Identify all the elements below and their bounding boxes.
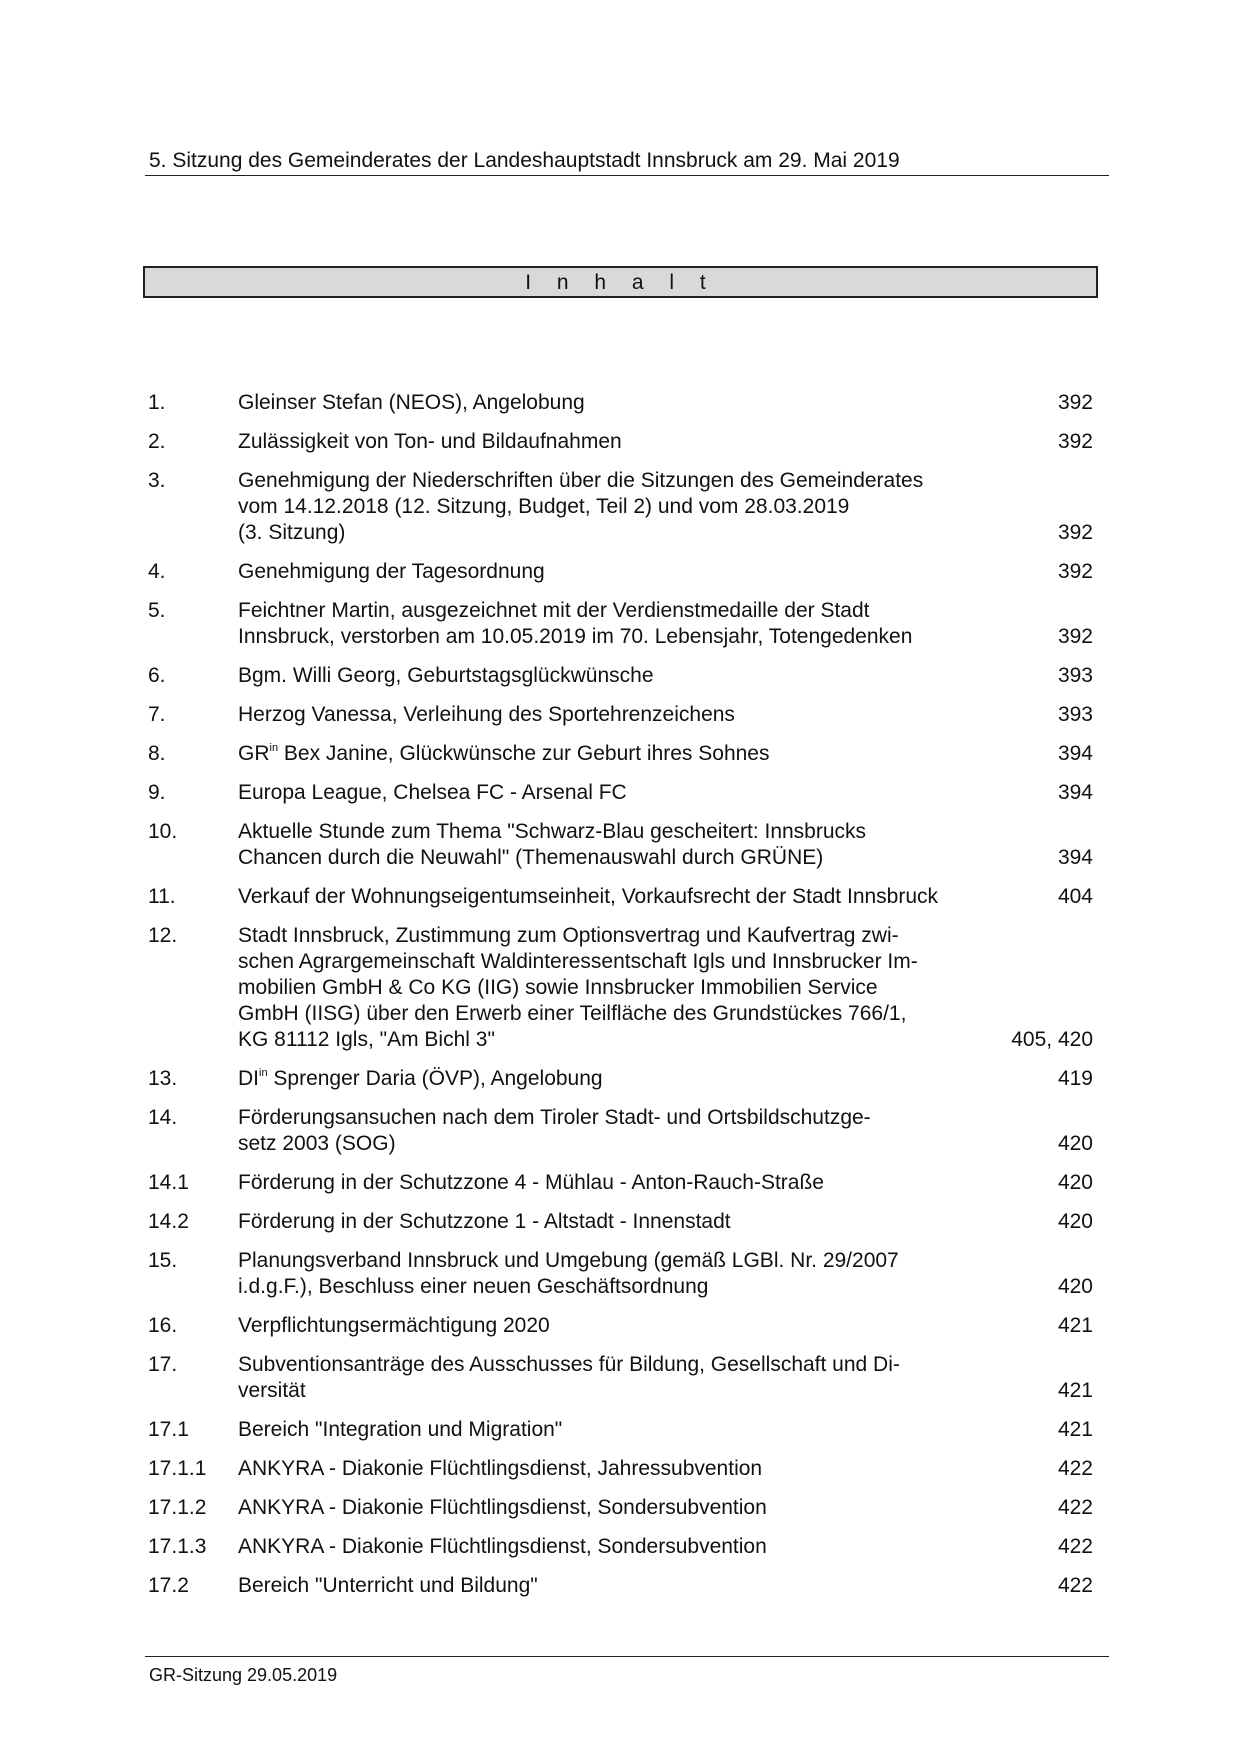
toc-entry-title-line: Innsbruck, verstorben am 10.05.2019 im 70. Lebensjahr, Totengedenken [238, 625, 913, 648]
page-header [145, 148, 1109, 176]
toc-entry-page: 404 [1057, 885, 1093, 908]
toc-entry-title [238, 1534, 1003, 1560]
toc-entry-title-superscript: in [269, 742, 279, 754]
toc-entry [148, 1417, 1093, 1443]
toc-entry [148, 1534, 1093, 1560]
toc-entry-page: 422 [1057, 1574, 1093, 1597]
page-footer [145, 1656, 1109, 1686]
toc-entry-number: 7. [148, 703, 166, 726]
toc-entry-title-line: Aktuelle Stunde zum Thema "Schwarz-Blau gescheitert: Innsbrucks [238, 820, 867, 843]
toc-entry-page: 393 [1057, 664, 1093, 687]
toc-entry-title [238, 1105, 1003, 1157]
toc-entry-title-line: Förderung in der Schutzzone 1 - Altstadt - Innenstadt [238, 1210, 731, 1233]
toc-entry-title-line: Planungsverband Innsbruck und Umgebung (gemäß LGBl. Nr. 29/2007 [238, 1249, 899, 1272]
toc-entry-page: 419 [1057, 1067, 1093, 1090]
toc-entry-title-line: Chancen durch die Neuwahl" (Themenauswahl durch GRÜNE) [238, 846, 824, 869]
toc-entry-title-line: mobilien GmbH & Co KG (IIG) sowie Innsbrucker Immobilien Service [238, 976, 878, 999]
toc-entry [148, 780, 1093, 806]
toc-entry-title [238, 1170, 1003, 1196]
toc-entry [148, 1573, 1093, 1599]
toc-entry-title-line: Europa League, Chelsea FC - Arsenal FC [238, 781, 627, 804]
toc-entry-number: 14.1 [148, 1171, 189, 1194]
toc-entry-title-line: Förderungsansuchen nach dem Tiroler Stadt- und Ortsbildschutzge- [238, 1106, 871, 1129]
toc-entry-number: 17.1.2 [148, 1496, 207, 1519]
toc-entry [148, 598, 1093, 650]
toc-entry [148, 1495, 1093, 1521]
toc-entry-title-line: Zulässigkeit von Ton- und Bildaufnahmen [238, 430, 622, 453]
toc-entry-title-line: vom 14.12.2018 (12. Sitzung, Budget, Teil 2) und vom 28.03.2019 [238, 495, 850, 518]
footer-text: GR-Sitzung 29.05.2019 [149, 1665, 338, 1685]
toc-entry-number: 5. [148, 599, 166, 622]
toc-entry-number: 10. [148, 820, 178, 843]
toc-entry-title [238, 1248, 1003, 1300]
contents-title-box [143, 266, 1098, 298]
toc-entry-title [238, 741, 1003, 767]
toc-entry-page: 394 [1057, 781, 1093, 804]
toc-entry-title [238, 1352, 1003, 1404]
toc-entry-number: 4. [148, 560, 166, 583]
toc-entry-page: 421 [1057, 1418, 1093, 1441]
toc-entry-title-line: ANKYRA - Diakonie Flüchtlingsdienst, Sondersubvention [238, 1535, 767, 1558]
toc-entry-page: 392 [1057, 625, 1093, 648]
toc-entry-number: 15. [148, 1249, 178, 1272]
toc-entry-number: 16. [148, 1314, 178, 1337]
toc-entry-title-line: Bereich "Integration und Migration" [238, 1418, 563, 1441]
toc-entry-title-line: schen Agrargemeinschaft Waldinteressentschaft Igls und Innsbrucker Im- [238, 950, 918, 973]
toc-entry [148, 1352, 1093, 1404]
toc-entry [148, 559, 1093, 585]
toc-entry-title-line: Bgm. Willi Georg, Geburtstagsglückwünsche [238, 664, 654, 687]
toc-entry [148, 1248, 1093, 1300]
toc-entry-title [238, 1313, 1003, 1339]
toc-entry-number: 17.1.3 [148, 1535, 207, 1558]
toc-entry-number: 3. [148, 469, 166, 492]
toc-entry-number: 17.1.1 [148, 1457, 207, 1480]
toc-entry-title [238, 390, 1003, 416]
toc-entry-title [238, 1066, 1003, 1092]
toc-entry [148, 429, 1093, 455]
toc-entry-title [238, 598, 1003, 650]
toc-entry-title [238, 702, 1003, 728]
toc-entry-title-line: setz 2003 (SOG) [238, 1132, 396, 1155]
toc-entry-page: 394 [1057, 846, 1093, 869]
toc-entry-title-line: Gleinser Stefan (NEOS), Angelobung [238, 391, 585, 414]
toc-entry-title [238, 923, 1003, 1053]
toc-entry-title [238, 1209, 1003, 1235]
toc-entry-page: 420 [1057, 1275, 1093, 1298]
toc-entry-number: 14.2 [148, 1210, 189, 1233]
toc-entry-title [238, 663, 1003, 689]
toc-entry-number: 8. [148, 742, 166, 765]
toc-entry-title-line: i.d.g.F.), Beschluss einer neuen Geschäftsordnung [238, 1275, 709, 1298]
toc-entry-page: 392 [1057, 391, 1093, 414]
toc-entry [148, 1105, 1093, 1157]
toc-entry [148, 819, 1093, 871]
toc-entry-title-prefix: GR [238, 742, 270, 765]
toc-entry-title-line: ANKYRA - Diakonie Flüchtlingsdienst, Sondersubvention [238, 1496, 767, 1519]
toc-entry-number: 14. [148, 1106, 178, 1129]
toc-entry [148, 1066, 1093, 1092]
toc-entry-title [238, 429, 1003, 455]
toc-entry-title-line: ANKYRA - Diakonie Flüchtlingsdienst, Jahressubvention [238, 1457, 763, 1480]
toc-entry [148, 390, 1093, 416]
toc-entry-page: 405, 420 [1011, 1028, 1093, 1051]
toc-entry [148, 1170, 1093, 1196]
toc-entry-title-line: GmbH (IISG) über den Erwerb einer Teilfläche des Grundstückes 766/1, [238, 1002, 907, 1025]
toc-entry-number: 9. [148, 781, 166, 804]
toc-entry [148, 468, 1093, 546]
toc-entry-title [238, 1417, 1003, 1443]
toc-entry-page: 421 [1057, 1379, 1093, 1402]
toc-entry-title-line: Stadt Innsbruck, Zustimmung zum Optionsvertrag und Kaufvertrag zwi- [238, 924, 899, 947]
toc-entry [148, 663, 1093, 689]
toc-entry-title-line: Förderung in der Schutzzone 4 - Mühlau - Anton-Rauch-Straße [238, 1171, 824, 1194]
toc-entry-title [238, 884, 1003, 910]
toc-entry-page: 420 [1057, 1132, 1093, 1155]
toc-entry-page: 392 [1057, 521, 1093, 544]
toc-entry-title [238, 559, 1003, 585]
toc-entry-title-line [238, 741, 1003, 767]
toc-entry-title-line: Herzog Vanessa, Verleihung des Sportehrenzeichens [238, 703, 735, 726]
toc-entry-number: 1. [148, 391, 166, 414]
toc-entry-title [238, 1495, 1003, 1521]
toc-entry-number: 11. [148, 885, 176, 908]
toc-entry-title-line: KG 81112 Igls, "Am Bichl 3" [238, 1028, 495, 1051]
toc-entry-page: 392 [1057, 430, 1093, 453]
toc-entry-title-line [238, 1066, 1003, 1092]
toc-entry-title-line: Bereich "Unterricht und Bildung" [238, 1574, 538, 1597]
toc-entry-number: 2. [148, 430, 166, 453]
toc-entry [148, 1456, 1093, 1482]
toc-entry-number: 13. [148, 1067, 178, 1090]
toc-entry-title-text: Bex Janine, Glückwünsche zur Geburt ihres Sohnes [278, 742, 770, 765]
toc-entry-title-line: (3. Sitzung) [238, 521, 346, 544]
toc-entry-page: 393 [1057, 703, 1093, 726]
toc-entry-page: 392 [1057, 560, 1093, 583]
toc-entry-page: 420 [1057, 1210, 1093, 1233]
toc-entry-title-line: Verpflichtungsermächtigung 2020 [238, 1314, 550, 1337]
toc-entry [148, 1313, 1093, 1339]
toc-entry-page: 394 [1057, 742, 1093, 765]
toc-entry-page: 422 [1057, 1535, 1093, 1558]
toc-entry-page: 420 [1057, 1171, 1093, 1194]
toc-entry-title-line: Subventionsanträge des Ausschusses für Bildung, Gesellschaft und Di- [238, 1353, 900, 1376]
toc-entry-page: 422 [1057, 1496, 1093, 1519]
toc-entry-title [238, 468, 1003, 546]
toc-entry-number: 17.1 [148, 1418, 189, 1441]
toc-entry-title-line: versität [238, 1379, 306, 1402]
toc-entry-number: 6. [148, 664, 166, 687]
toc-entry [148, 741, 1093, 767]
toc-entry [148, 884, 1093, 910]
toc-entry-title-line: Verkauf der Wohnungseigentumseinheit, Vorkaufsrecht der Stadt Innsbruck [238, 885, 939, 908]
table-of-contents [148, 390, 1093, 1612]
contents-title: I n h a l t [525, 271, 716, 294]
toc-entry-number: 17. [148, 1353, 178, 1376]
toc-entry [148, 702, 1093, 728]
toc-entry-page: 422 [1057, 1457, 1093, 1480]
toc-entry-number: 17.2 [148, 1574, 189, 1597]
toc-entry [148, 923, 1093, 1053]
header-title: 5. Sitzung des Gemeinderates der Landeshauptstadt Innsbruck am 29. Mai 2019 [149, 149, 900, 172]
toc-entry-title [238, 1573, 1003, 1599]
toc-entry-title [238, 1456, 1003, 1482]
toc-entry-page: 421 [1057, 1314, 1093, 1337]
toc-entry-number: 12. [148, 924, 178, 947]
toc-entry-title [238, 819, 1003, 871]
toc-entry [148, 1209, 1093, 1235]
toc-entry-title-line: Genehmigung der Tagesordnung [238, 560, 545, 583]
toc-entry-title-superscript: in [259, 1067, 268, 1079]
toc-entry-title-text: Sprenger Daria (ÖVP), Angelobung [267, 1067, 603, 1090]
toc-entry-title-line: Feichtner Martin, ausgezeichnet mit der Verdienstmedaille der Stadt [238, 599, 870, 622]
toc-entry-title-line: Genehmigung der Niederschriften über die Sitzungen des Gemeinderates [238, 469, 924, 492]
toc-entry-title-prefix: DI [238, 1067, 259, 1090]
toc-entry-title [238, 780, 1003, 806]
